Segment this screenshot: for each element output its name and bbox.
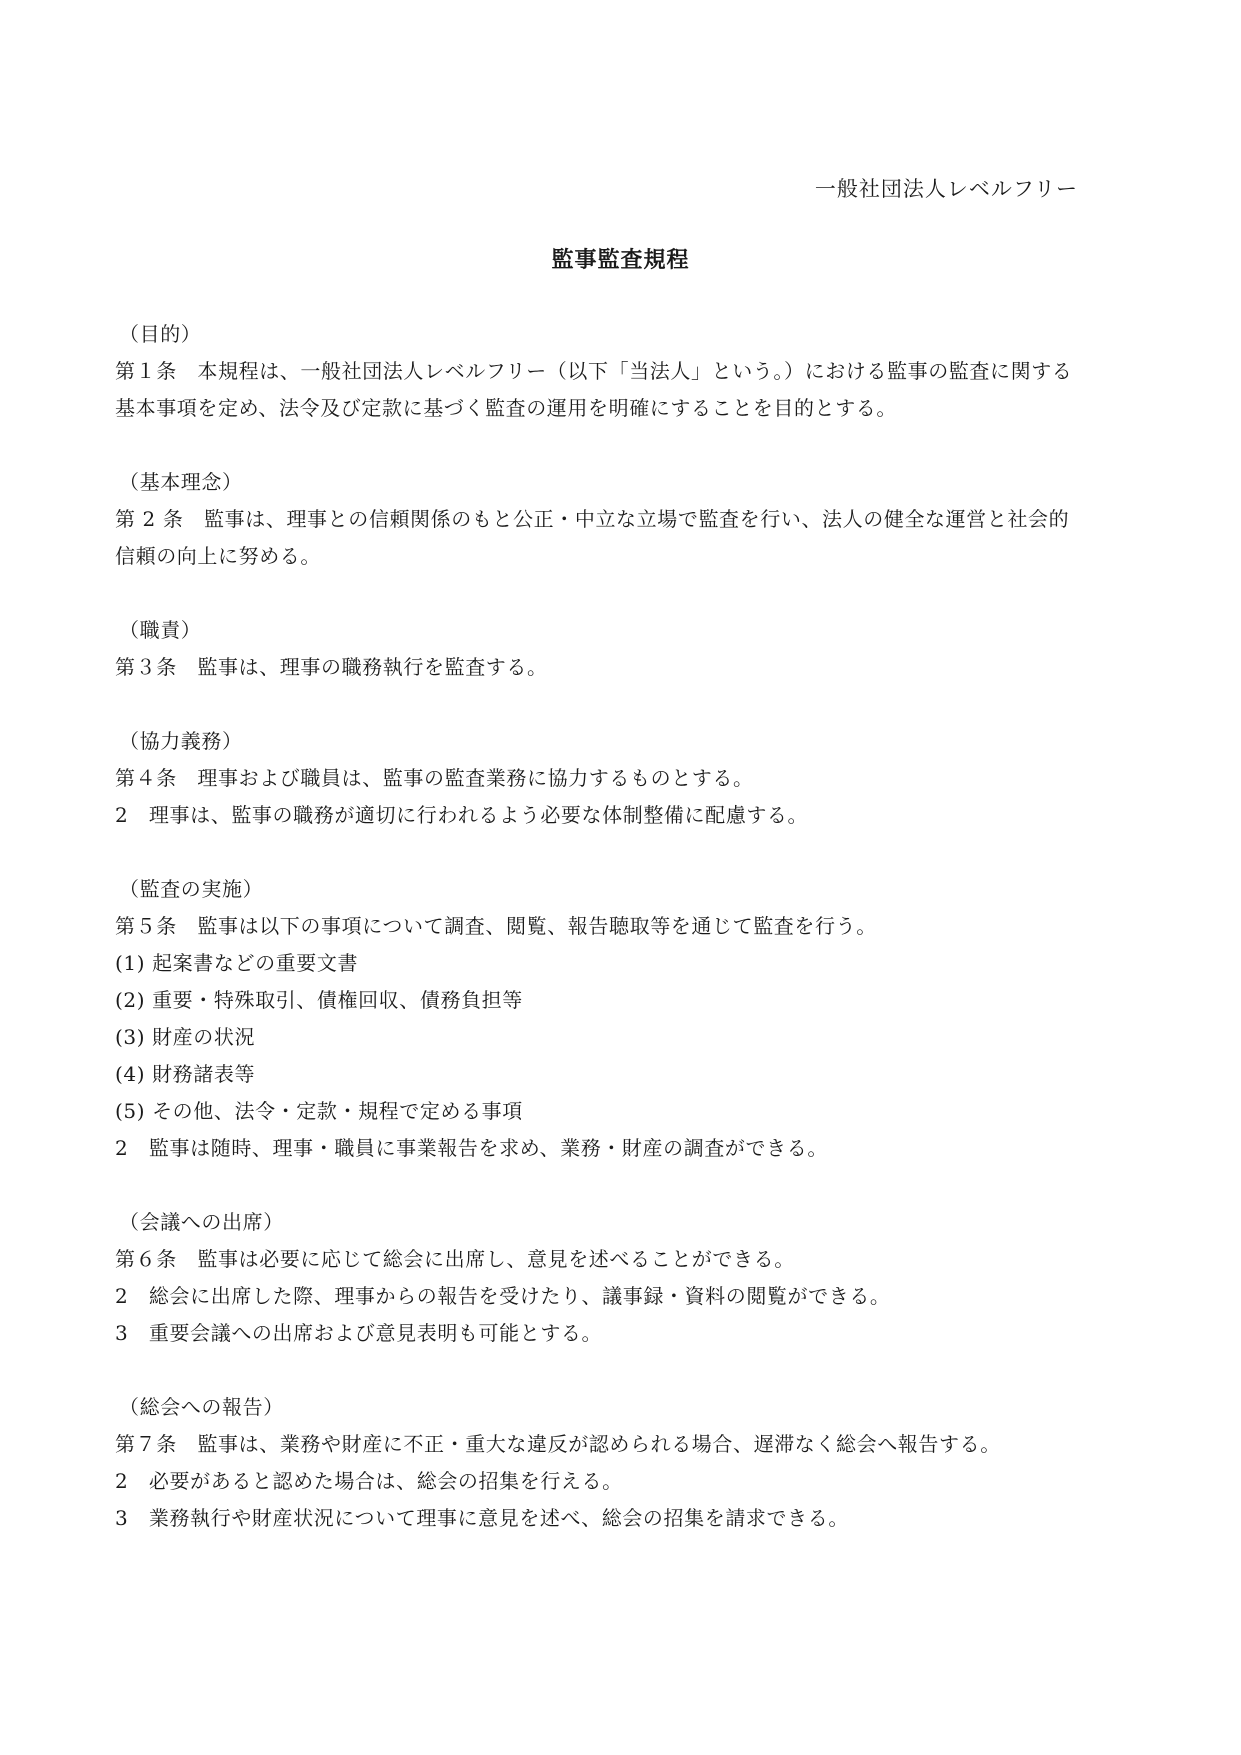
- section-duties: [115, 612, 1145, 686]
- section-cooperation: [115, 723, 1145, 834]
- article-line: 3 重要会議への出席および意見表明も可能とする。: [115, 1321, 603, 1345]
- article-line: 3 業務執行や財産状況について理事に意見を述べ、総会の招集を請求できる。: [115, 1506, 849, 1530]
- document-body: [115, 316, 1145, 1574]
- list-item: (4) 財務諸表等: [115, 1062, 256, 1086]
- section-report-to-general-meeting: [115, 1389, 1145, 1537]
- article-line: 第１条 本規程は、一般社団法人レベルフリー（以下「当法人」という。）における監事の監査に関する: [115, 359, 1073, 383]
- section-audit-implementation: [115, 871, 1145, 1167]
- article-line: 2 理事は、監事の職務が適切に行われるよう必要な体制整備に配慮する。: [115, 803, 809, 827]
- section-heading: （監査の実施）: [119, 877, 264, 901]
- list-item: (5) その他、法令・定款・規程で定める事項: [115, 1099, 523, 1123]
- article-line: 第６条 監事は必要に応じて総会に出席し、意見を述べることができる。: [115, 1247, 795, 1271]
- section-heading: （基本理念）: [119, 470, 243, 494]
- organization-name: 一般社団法人レベルフリー: [814, 177, 1078, 201]
- section-basic-principle: [115, 464, 1145, 575]
- section-heading: （協力義務）: [119, 729, 243, 753]
- section-heading: （職責）: [119, 618, 202, 642]
- list-item: (2) 重要・特殊取引、債権回収、債務負担等: [115, 988, 523, 1012]
- article-line: 信頼の向上に努める。: [115, 544, 321, 568]
- article-line: 第３条 監事は、理事の職務執行を監査する。: [115, 655, 548, 679]
- article-line: 基本事項を定め、法令及び定款に基づく監査の運用を明確にすることを目的とする。: [115, 396, 897, 420]
- article-line: 2 監事は随時、理事・職員に事業報告を求め、業務・財産の調査ができる。: [115, 1136, 828, 1160]
- article-line: 第４条 理事および職員は、監事の監査業務に協力するものとする。: [115, 766, 754, 790]
- article-line: 第 2 条 監事は、理事との信頼関係のもと公正・中立な立場で監査を行い、法人の健全な運営と社会的: [115, 507, 1070, 531]
- section-meeting-attendance: [115, 1204, 1145, 1352]
- section-heading: （会議への出席）: [119, 1210, 284, 1234]
- list-item: (3) 財産の状況: [115, 1025, 256, 1049]
- article-line: 第５条 監事は以下の事項について調査、閲覧、報告聴取等を通じて監査を行う。: [115, 914, 877, 938]
- article-line: 2 必要があると認めた場合は、総会の招集を行える。: [115, 1469, 623, 1493]
- article-line: 第７条 監事は、業務や財産に不正・重大な違反が認められる場合、遅滞なく総会へ報告する。: [115, 1432, 1001, 1456]
- article-line: 2 総会に出席した際、理事からの報告を受けたり、議事録・資料の閲覧ができる。: [115, 1284, 891, 1308]
- section-heading: （目的）: [119, 322, 202, 346]
- section-heading: （総会への報告）: [119, 1395, 284, 1419]
- section-purpose: [115, 316, 1145, 427]
- document-title: 監事監査規程: [551, 247, 690, 273]
- list-item: (1) 起案書などの重要文書: [115, 951, 359, 975]
